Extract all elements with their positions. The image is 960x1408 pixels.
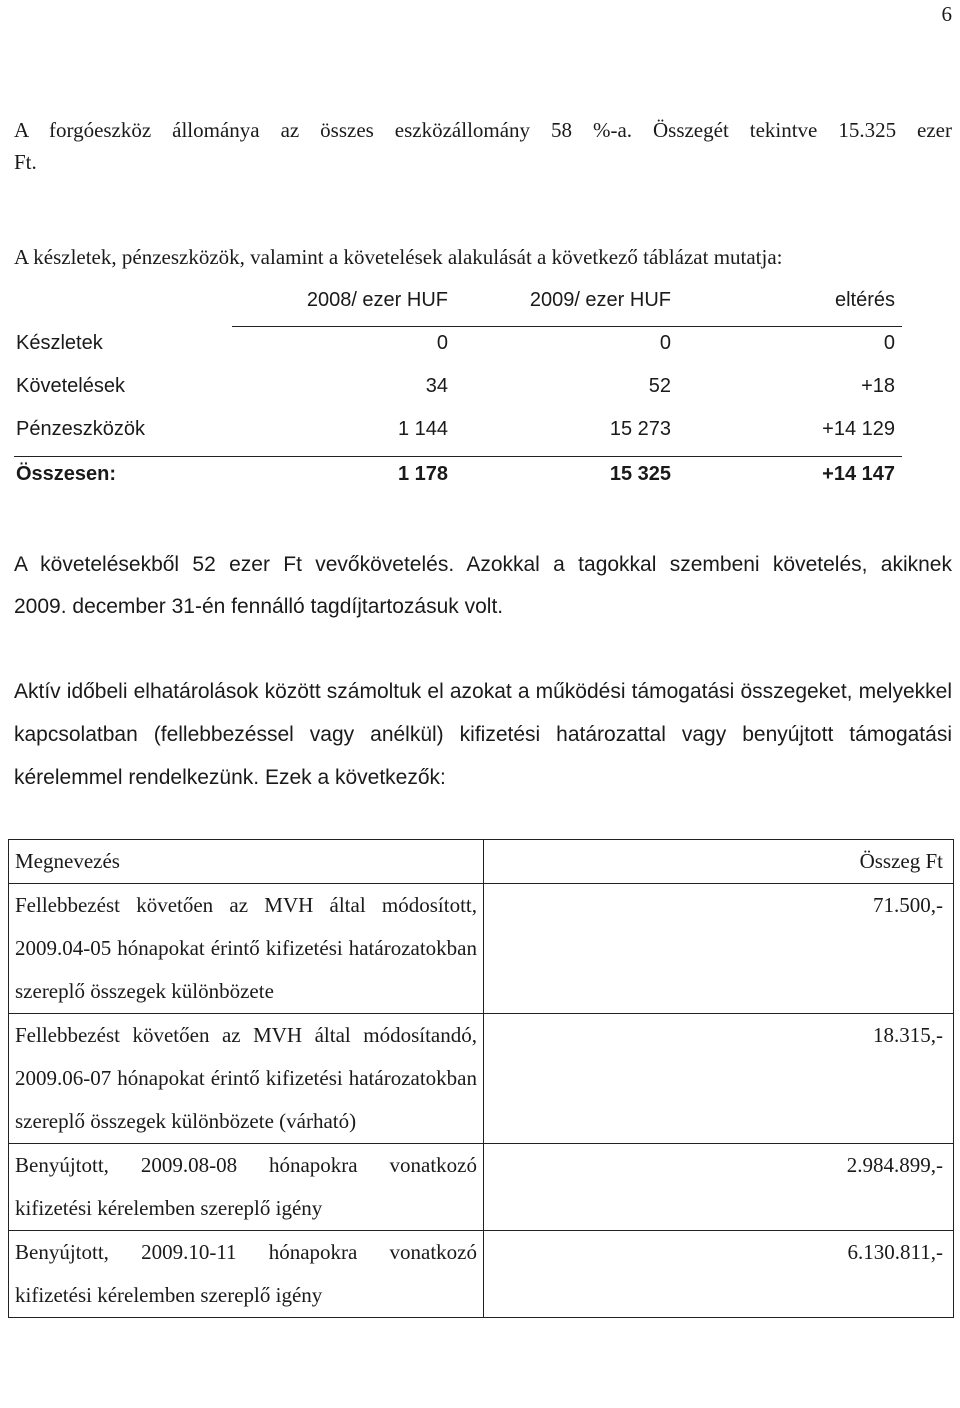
paragraph-accruals: Aktív időbeli elhatárolások között számoltuk el azokat a működési támogatási összegeket, melyekkel kapcsolatban (fellebbezéssel vagy anélkül) kifizetési határozattal vagy benyújtott támogatási kérelemmel rendelkezünk. Ezek a következők: bbox=[14, 680, 952, 789]
paragraph-line: A forgóeszköz állománya az összes eszközállomány 58 %-a. Összegét tekintve 15.325 ezer bbox=[14, 118, 952, 142]
page-number: 6 bbox=[941, 2, 952, 26]
summary-row-label: Pénzeszközök bbox=[16, 418, 145, 440]
support-header-name: Megnevezés bbox=[9, 840, 484, 884]
summary-total-cell: 1 178 bbox=[397, 463, 448, 485]
support-row bbox=[9, 1144, 954, 1231]
support-table bbox=[8, 839, 954, 1318]
summary-row-label: Készletek bbox=[16, 332, 103, 354]
support-header-row bbox=[9, 840, 954, 884]
summary-cell: 1 144 bbox=[397, 418, 448, 440]
summary-total-cell: 15 325 bbox=[609, 463, 671, 485]
summary-header-2009: 2009/ ezer HUF bbox=[529, 289, 671, 311]
summary-row-label: Követelések bbox=[16, 375, 125, 397]
support-row-name: Fellebbezést követően az MVH által módosítandó, 2009.06-07 hónapokat érintő kifizetési határozatokban szereplő összegek különbözete (várható) bbox=[9, 1014, 484, 1144]
support-header-amount: Összeg Ft bbox=[484, 840, 954, 884]
summary-row bbox=[0, 414, 960, 444]
support-row bbox=[9, 1231, 954, 1318]
summary-cell: 52 bbox=[648, 375, 671, 397]
summary-cell: 34 bbox=[425, 375, 448, 397]
support-row bbox=[9, 884, 954, 1014]
summary-row bbox=[0, 328, 960, 358]
header-divider bbox=[232, 326, 902, 327]
support-row bbox=[9, 1014, 954, 1144]
summary-header-row bbox=[0, 285, 960, 315]
summary-cell: 15 273 bbox=[609, 418, 671, 440]
summary-header-difference: eltérés bbox=[834, 289, 895, 311]
summary-total-label: Összesen: bbox=[16, 463, 117, 485]
paragraph-current-assets bbox=[14, 114, 952, 178]
summary-header-2008: 2008/ ezer HUF bbox=[306, 289, 448, 311]
summary-cell: 0 bbox=[883, 332, 895, 354]
summary-cell: +18 bbox=[861, 375, 895, 397]
summary-cell: 0 bbox=[436, 332, 448, 354]
support-row-name: Benyújtott, 2009.10-11 hónapokra vonatkozó kifizetési kérelemben szereplő igény bbox=[9, 1231, 484, 1318]
summary-cell: 0 bbox=[659, 332, 671, 354]
support-row-amount: 71.500,- bbox=[484, 884, 954, 1014]
paragraph-receivables bbox=[14, 544, 952, 628]
summary-row bbox=[0, 371, 960, 401]
support-row-amount: 18.315,- bbox=[484, 1014, 954, 1144]
support-row-name: Fellebbezést követően az MVH által módosított, 2009.04-05 hónapokat érintő kifizetési határozatokban szereplő összegek különbözete bbox=[9, 884, 484, 1014]
paragraph-line: 2009. december 31-én fennálló tagdíjtartozásuk volt. bbox=[14, 595, 504, 618]
paragraph-line: A követelésekből 52 ezer Ft vevőkövetelés. Azokkal a tagokkal szembeni követelés, akiknek bbox=[14, 553, 952, 576]
summary-total-cell: +14 147 bbox=[822, 463, 895, 485]
paragraph-table-intro: A készletek, pénzeszközök, valamint a követelések alakulását a következő táblázat mutatja: bbox=[14, 245, 783, 269]
support-row-name: Benyújtott, 2009.08-08 hónapokra vonatkozó kifizetési kérelemben szereplő igény bbox=[9, 1144, 484, 1231]
paragraph-line: Ft. bbox=[14, 150, 37, 174]
total-divider bbox=[14, 456, 902, 457]
summary-total-row bbox=[0, 459, 960, 489]
support-row-amount: 6.130.811,- bbox=[484, 1231, 954, 1318]
summary-cell: +14 129 bbox=[822, 418, 895, 440]
support-row-amount: 2.984.899,- bbox=[484, 1144, 954, 1231]
